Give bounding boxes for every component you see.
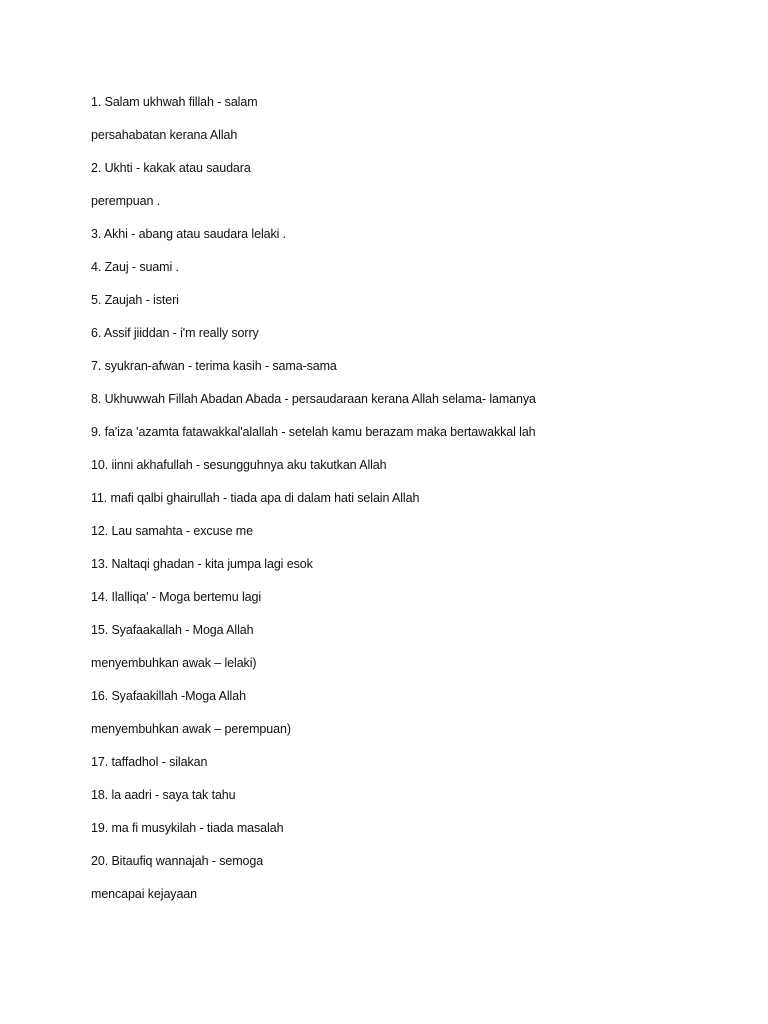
text-line: 8. Ukhuwwah Fillah Abadan Abada - persaudaraan kerana Allah selama- lamanya [91, 392, 536, 406]
text-line: 20. Bitaufiq wannajah - semoga [91, 854, 264, 868]
text-line: 17. taffadhol - silakan [91, 755, 208, 769]
text-line: 6. Assif jiiddan - i'm really sorry [91, 326, 259, 340]
text-line: 1. Salam ukhwah fillah - salam [91, 95, 258, 109]
text-line: 13. Naltaqi ghadan - kita jumpa lagi esok [91, 557, 313, 571]
text-line: persahabatan kerana Allah [91, 128, 238, 142]
text-line: 2. Ukhti - kakak atau saudara [91, 161, 251, 175]
text-line: 16. Syafaakillah -Moga Allah [91, 689, 246, 703]
text-line: 11. mafi qalbi ghairullah - tiada apa di dalam hati selain Allah [91, 491, 420, 505]
text-line: 18. la aadri - saya tak tahu [91, 788, 236, 802]
text-line: 3. Akhi - abang atau saudara lelaki . [91, 227, 287, 241]
text-line: menyembuhkan awak – perempuan) [91, 722, 291, 736]
text-line: perempuan . [91, 194, 161, 208]
text-line: mencapai kejayaan [91, 887, 198, 901]
text-line: 5. Zaujah - isteri [91, 293, 179, 307]
phrase-list [91, 93, 731, 918]
text-line: 12. Lau samahta - excuse me [91, 524, 253, 538]
text-line: 14. Ilalliqa' - Moga bertemu lagi [91, 590, 262, 604]
text-line: menyembuhkan awak – lelaki) [91, 656, 257, 670]
text-line: 19. ma fi musykilah - tiada masalah [91, 821, 284, 835]
text-line: 15. Syafaakallah - Moga Allah [91, 623, 254, 637]
text-line: 7. syukran-afwan - terima kasih - sama-sama [91, 359, 337, 373]
text-line: 9. fa'iza 'azamta fatawakkal'alallah - setelah kamu berazam maka bertawakkal lah [91, 425, 536, 439]
text-line: 10. iinni akhafullah - sesungguhnya aku takutkan Allah [91, 458, 387, 472]
text-line: 4. Zauj - suami . [91, 260, 179, 274]
